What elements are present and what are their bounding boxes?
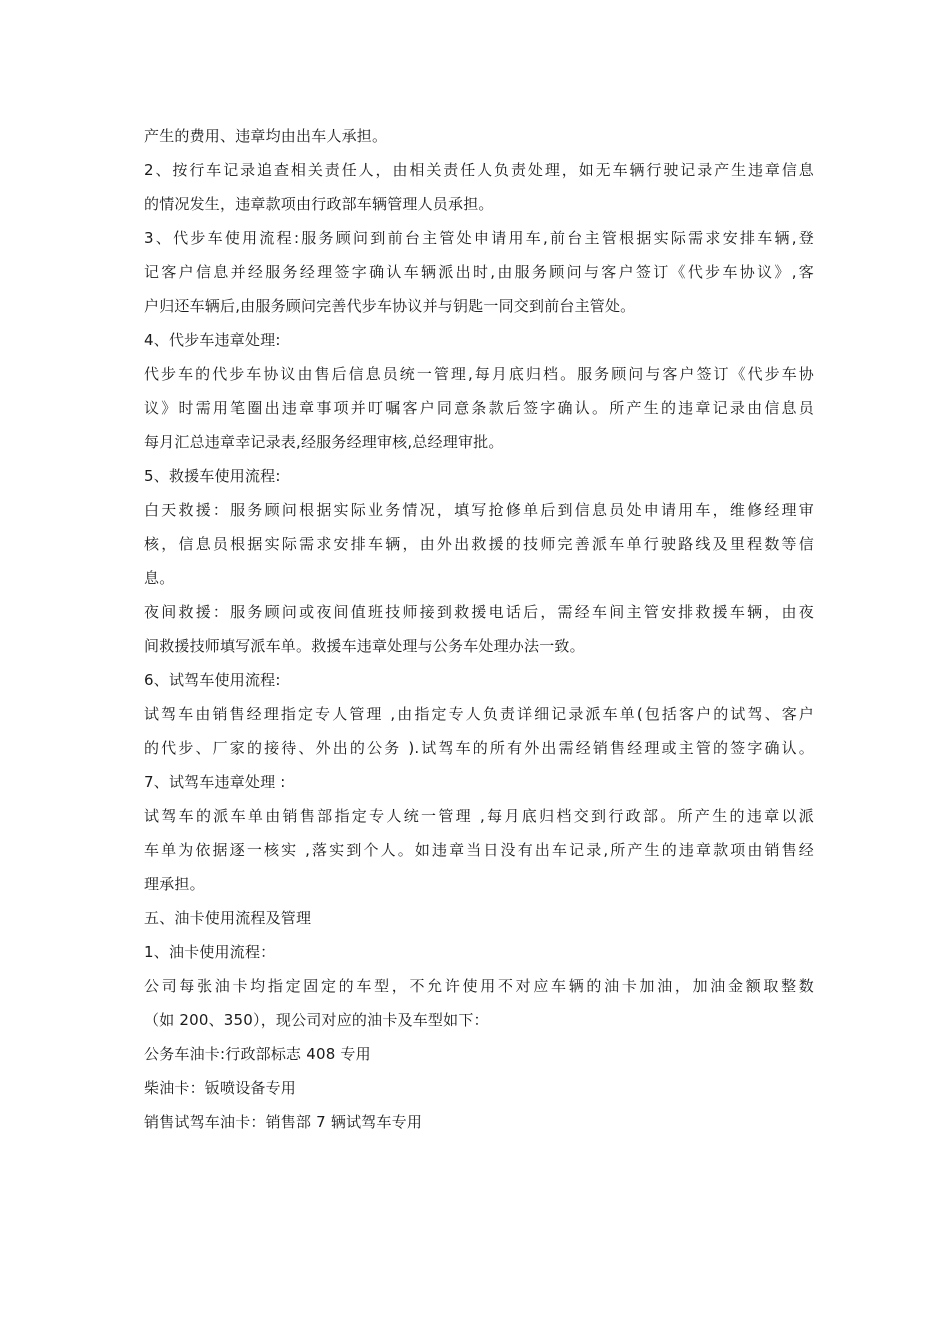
text-line: 7、试驾车违章处理 :	[144, 773, 286, 791]
text-line: 3、代步车使用流程:服务顾问到前台主管处申请用车,前台主管根据实际需求安排车辆,登	[144, 229, 814, 247]
text-line: 核，信息员根据实际需求安排车辆，由外出救援的技师完善派车单行驶路线及里程数等信	[144, 535, 814, 553]
text-line: 的代步、厂家的接待、外出的公务 ).试驾车的所有外出需经销售经理或主管的签字确认。	[144, 739, 814, 757]
text-line: 代步车的代步车协议由售后信息员统一管理,每月底归档。服务顾问与客户签订《代步车协	[144, 365, 814, 383]
document-body	[144, 126, 814, 1146]
text-line: 2、按行车记录追查相关责任人，由相关责任人负责处理，如无车辆行驶记录产生违章信息	[144, 161, 814, 179]
text-line: （如 200、350），现公司对应的油卡及车型如下：	[144, 1011, 489, 1029]
text-line: 5、救援车使用流程:	[144, 467, 281, 485]
text-line: 理承担。	[144, 875, 205, 893]
text-line: 五、油卡使用流程及管理	[144, 909, 312, 927]
text-line: 每月汇总违章幸记录表,经服务经理审核,总经理审批。	[144, 433, 504, 451]
text-line: 柴油卡：钣喷设备专用	[144, 1079, 297, 1097]
text-line: 息。	[144, 569, 175, 587]
text-line: 6、试驾车使用流程:	[144, 671, 281, 689]
text-line: 试驾车由销售经理指定专人管理 ,由指定专人负责详细记录派车单(包括客户的试驾、客户	[144, 705, 814, 723]
text-line: 的情况发生，违章款项由行政部车辆管理人员承担。	[144, 195, 494, 213]
text-line: 白天救援：服务顾问根据实际业务情况，填写抢修单后到信息员处申请用车，维修经理审	[144, 501, 814, 519]
text-line: 公务车油卡:行政部标志 408 专用	[144, 1045, 371, 1063]
text-line: 1、油卡使用流程：	[144, 943, 276, 961]
text-line: 间救援技师填写派车单。救援车违章处理与公务车处理办法一致。	[144, 637, 585, 655]
text-line: 夜间救援：服务顾问或夜间值班技师接到救援电话后，需经车间主管安排救援车辆，由夜	[144, 603, 814, 621]
text-line: 公司每张油卡均指定固定的车型，不允许使用不对应车辆的油卡加油，加油金额取整数	[144, 977, 814, 995]
text-line: 产生的费用、违章均由出车人承担。	[144, 127, 388, 145]
text-line: 议》时需用笔圈出违章事项并叮嘱客户同意条款后签字确认。所产生的违章记录由信息员	[144, 399, 814, 417]
text-line: 试驾车的派车单由销售部指定专人统一管理 ,每月底归档交到行政部。所产生的违章以派	[144, 807, 814, 825]
text-line: 销售试驾车油卡：销售部 7 辆试驾车专用	[144, 1113, 423, 1131]
text-line: 记客户信息并经服务经理签字确认车辆派出时,由服务顾问与客户签订《代步车协议》,客	[144, 263, 814, 281]
text-line: 4、代步车违章处理:	[144, 331, 281, 349]
text-line: 户归还车辆后,由服务顾问完善代步车协议并与钥匙一同交到前台主管处。	[144, 297, 636, 315]
text-line: 车单为依据逐一核实 ,落实到个人。如违章当日没有出车记录,所产生的违章款项由销售经	[144, 841, 814, 859]
